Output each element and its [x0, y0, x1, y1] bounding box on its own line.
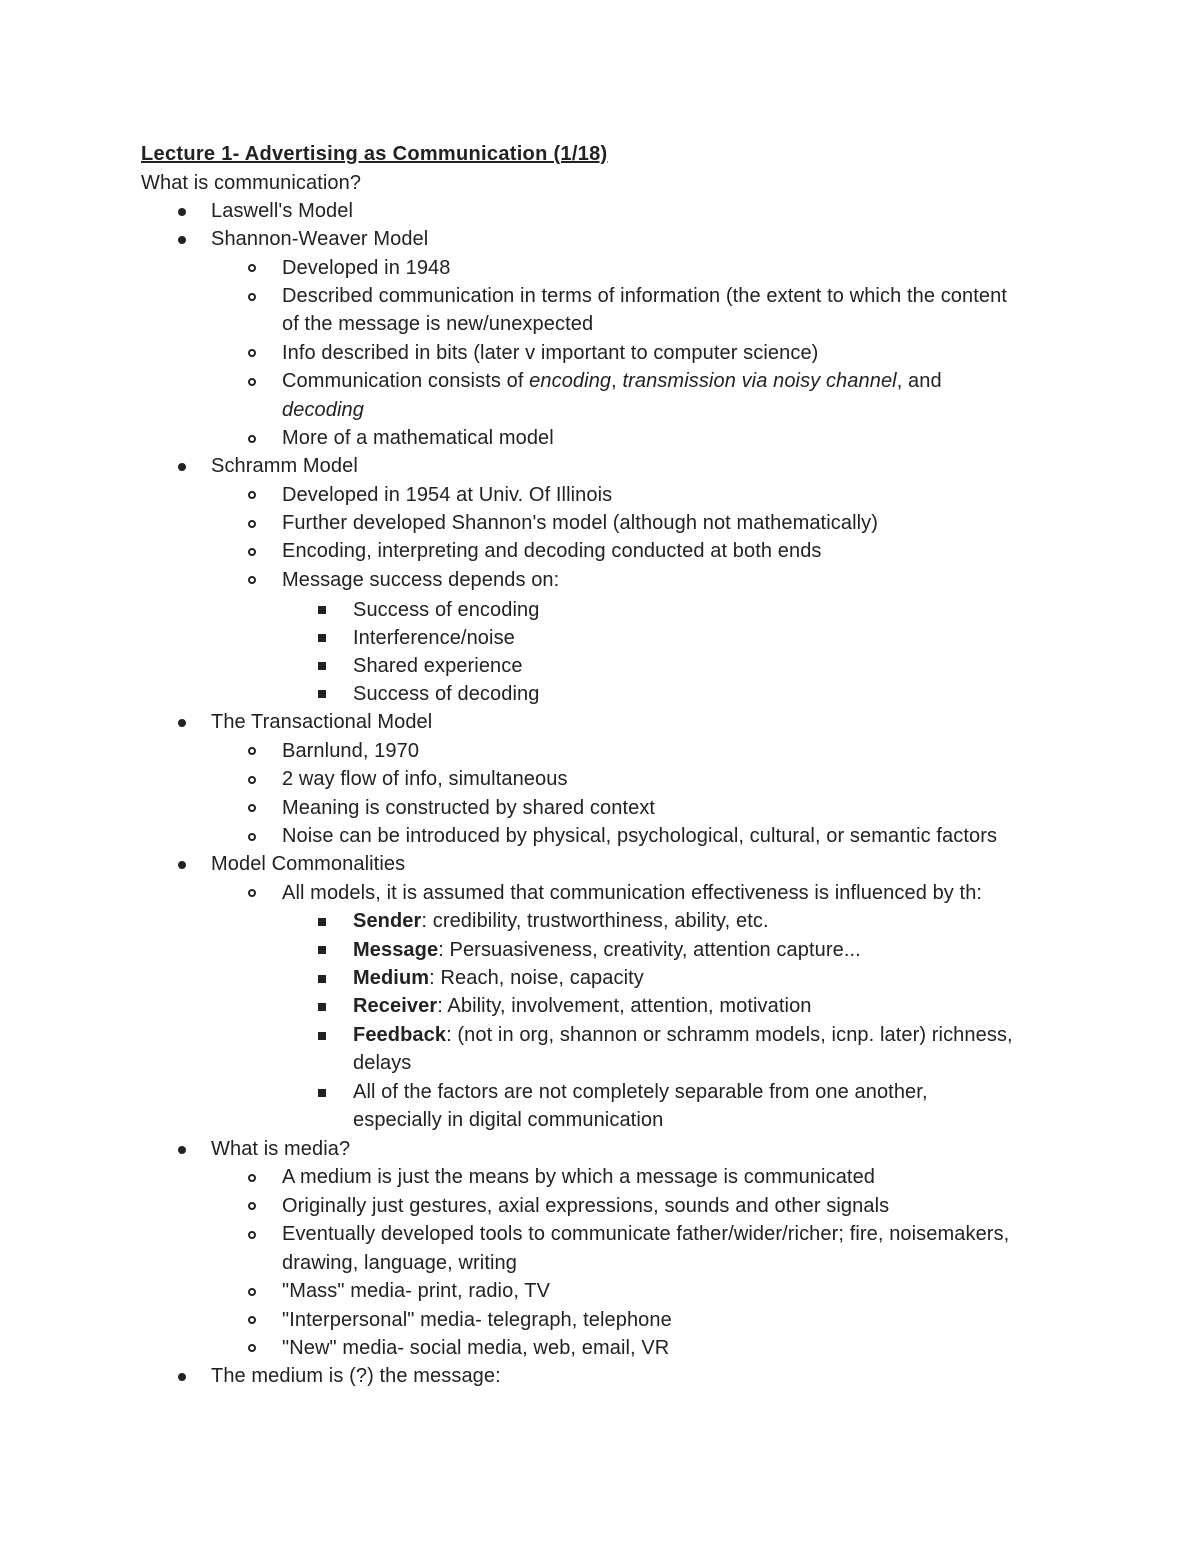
list-item [353, 992, 812, 1020]
square-bullet-icon [318, 606, 326, 614]
list-item: More of a mathematical model [282, 427, 554, 449]
bold-term: Medium [353, 967, 430, 989]
list-item: Further developed Shannon's model (although not mathematically) [282, 512, 879, 534]
list-item [353, 1021, 1013, 1049]
list-item: All of the factors are not completely separable from one another, [353, 1081, 928, 1103]
italic-term: decoding [282, 399, 364, 421]
text-span: Communication consists of [282, 370, 530, 392]
list-item: Described communication in terms of information (the extent to which the content [282, 285, 1008, 307]
filled-circle-bullet-icon [178, 1373, 186, 1381]
hollow-circle-bullet-icon [248, 293, 256, 301]
hollow-circle-bullet-icon [248, 576, 256, 584]
hollow-circle-bullet-icon [248, 378, 256, 386]
hollow-circle-bullet-icon [248, 349, 256, 357]
bold-term: Sender [353, 910, 422, 932]
text-span: : credibility, trustworthiness, ability, etc. [421, 910, 769, 932]
list-item [282, 367, 942, 395]
hollow-circle-bullet-icon [248, 1174, 256, 1182]
square-bullet-icon [318, 690, 326, 698]
square-bullet-icon [318, 1032, 326, 1040]
list-item: Shannon-Weaver Model [211, 228, 429, 250]
hollow-circle-bullet-icon [248, 1202, 256, 1210]
list-item: Developed in 1948 [282, 257, 451, 279]
hollow-circle-bullet-icon [248, 520, 256, 528]
list-item: The medium is (?) the message: [211, 1365, 501, 1387]
hollow-circle-bullet-icon [248, 435, 256, 443]
text-span: , and [896, 370, 942, 392]
list-item-continuation [282, 396, 364, 424]
hollow-circle-bullet-icon [248, 889, 256, 897]
square-bullet-icon [318, 1003, 326, 1011]
list-item: Shared experience [353, 655, 523, 677]
list-item: Meaning is constructed by shared context [282, 797, 656, 819]
list-item [353, 907, 769, 935]
filled-circle-bullet-icon [178, 208, 186, 216]
text-span: : Persuasiveness, creativity, attention capture... [438, 939, 861, 961]
list-item: A medium is just the means by which a message is communicated [282, 1166, 876, 1188]
list-item: Interference/noise [353, 627, 515, 649]
square-bullet-icon [318, 1089, 326, 1097]
hollow-circle-bullet-icon [248, 776, 256, 784]
hollow-circle-bullet-icon [248, 833, 256, 841]
page-title: Lecture 1- Advertising as Communication (1/18) [141, 143, 608, 165]
filled-circle-bullet-icon [178, 236, 186, 244]
list-item: Model Commonalities [211, 853, 406, 875]
hollow-circle-bullet-icon [248, 491, 256, 499]
filled-circle-bullet-icon [178, 719, 186, 727]
list-item: Encoding, interpreting and decoding conducted at both ends [282, 540, 822, 562]
filled-circle-bullet-icon [178, 1146, 186, 1154]
text-span: : (not in org, shannon or schramm models, icnp. later) richness, [446, 1024, 1013, 1046]
hollow-circle-bullet-icon [248, 1316, 256, 1324]
list-item: All models, it is assumed that communication effectiveness is influenced by th: [282, 882, 983, 904]
list-item: "New" media- social media, web, email, VR [282, 1337, 670, 1359]
italic-term: transmission via noisy channel [622, 370, 897, 392]
list-item: Info described in bits (later v important to computer science) [282, 342, 819, 364]
list-item [353, 964, 644, 992]
bold-term: Message [353, 939, 439, 961]
text-span: : Ability, involvement, attention, motivation [437, 995, 812, 1017]
square-bullet-icon [318, 946, 326, 954]
square-bullet-icon [318, 975, 326, 983]
list-item-continuation: delays [353, 1052, 412, 1074]
list-item: Success of encoding [353, 599, 540, 621]
filled-circle-bullet-icon [178, 861, 186, 869]
list-item [353, 936, 861, 964]
list-item-continuation: drawing, language, writing [282, 1252, 517, 1274]
square-bullet-icon [318, 918, 326, 926]
list-item: Laswell's Model [211, 200, 354, 222]
list-item: The Transactional Model [211, 711, 433, 733]
hollow-circle-bullet-icon [248, 1344, 256, 1352]
text-span: , [611, 370, 623, 392]
list-item: What is media? [211, 1138, 351, 1160]
square-bullet-icon [318, 662, 326, 670]
list-item: Noise can be introduced by physical, psychological, cultural, or semantic factors [282, 825, 998, 847]
text-span: : Reach, noise, capacity [429, 967, 644, 989]
hollow-circle-bullet-icon [248, 747, 256, 755]
list-item-continuation: especially in digital communication [353, 1109, 664, 1131]
list-item: Schramm Model [211, 455, 358, 477]
filled-circle-bullet-icon [178, 463, 186, 471]
list-item: Message success depends on: [282, 569, 560, 591]
hollow-circle-bullet-icon [248, 1288, 256, 1296]
hollow-circle-bullet-icon [248, 804, 256, 812]
section-question: What is communication? [141, 172, 362, 194]
italic-term: encoding [529, 370, 612, 392]
list-item: "Mass" media- print, radio, TV [282, 1280, 551, 1302]
hollow-circle-bullet-icon [248, 548, 256, 556]
list-item: Eventually developed tools to communicate father/wider/richer; fire, noisemakers, [282, 1223, 1010, 1245]
list-item: Success of decoding [353, 683, 540, 705]
bold-term: Feedback [353, 1024, 447, 1046]
hollow-circle-bullet-icon [248, 264, 256, 272]
list-item-continuation: of the message is new/unexpected [282, 313, 594, 335]
list-item: Originally just gestures, axial expressions, sounds and other signals [282, 1195, 890, 1217]
square-bullet-icon [318, 634, 326, 642]
bold-term: Receiver [353, 995, 438, 1017]
list-item: 2 way flow of info, simultaneous [282, 768, 568, 790]
list-item: Developed in 1954 at Univ. Of Illinois [282, 484, 613, 506]
hollow-circle-bullet-icon [248, 1231, 256, 1239]
list-item: Barnlund, 1970 [282, 740, 420, 762]
list-item: "Interpersonal" media- telegraph, telephone [282, 1309, 672, 1331]
